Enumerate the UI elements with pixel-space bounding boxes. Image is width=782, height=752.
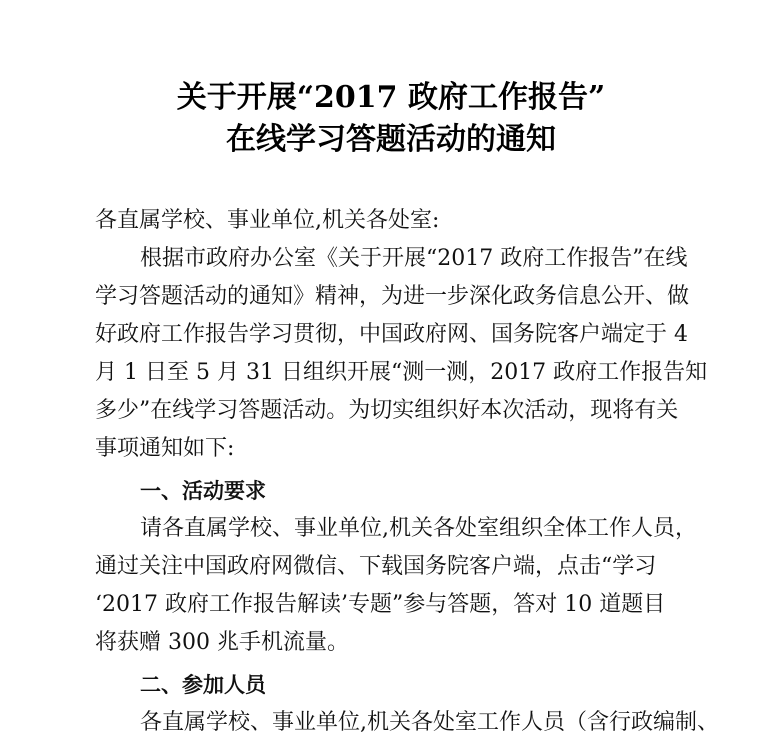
intro-paragraph-line: 好政府工作报告学习贯彻，中国政府网、国务院客户端定于 4	[95, 322, 688, 347]
notice-title-line-2: 在线学习答题活动的通知	[226, 122, 556, 157]
intro-paragraph-line: 月 1 日至 5 月 31 日组织开展“测一测，2017 政府工作报告知	[95, 360, 708, 385]
intro-paragraph-line: 学习答题活动的通知》精神，为进一步深化政务信息公开、做	[95, 284, 690, 309]
salutation: 各直属学校、事业单位,机关各处室:	[95, 208, 440, 233]
section-heading-participants: 二、参加人员	[140, 673, 266, 697]
section-1-line: 通过关注中国政府网微信、下载国务院客户端，点击“学习	[95, 554, 657, 579]
section-1-line: 请各直属学校、事业单位,机关各处室组织全体工作人员，	[140, 516, 697, 541]
section-2-line: 各直属学校、事业单位,机关各处室工作人员（含行政编制、	[140, 710, 719, 735]
section-1-line: 将获赠 300 兆手机流量。	[95, 630, 349, 655]
intro-paragraph-line: 多少”在线学习答题活动。为切实组织好本次活动，现将有关	[95, 398, 679, 423]
intro-paragraph-line: 事项通知如下:	[95, 436, 235, 461]
notice-title-line-1: 关于开展“2017 政府工作报告”	[176, 80, 606, 115]
section-1-line: ‘2017 政府工作报告解读’专题”参与答题，答对 10 道题目	[95, 592, 666, 617]
section-heading-activity-requirements: 一、活动要求	[140, 479, 266, 503]
intro-paragraph-line: 根据市政府办公室《关于开展“2017 政府工作报告”在线	[140, 246, 688, 271]
